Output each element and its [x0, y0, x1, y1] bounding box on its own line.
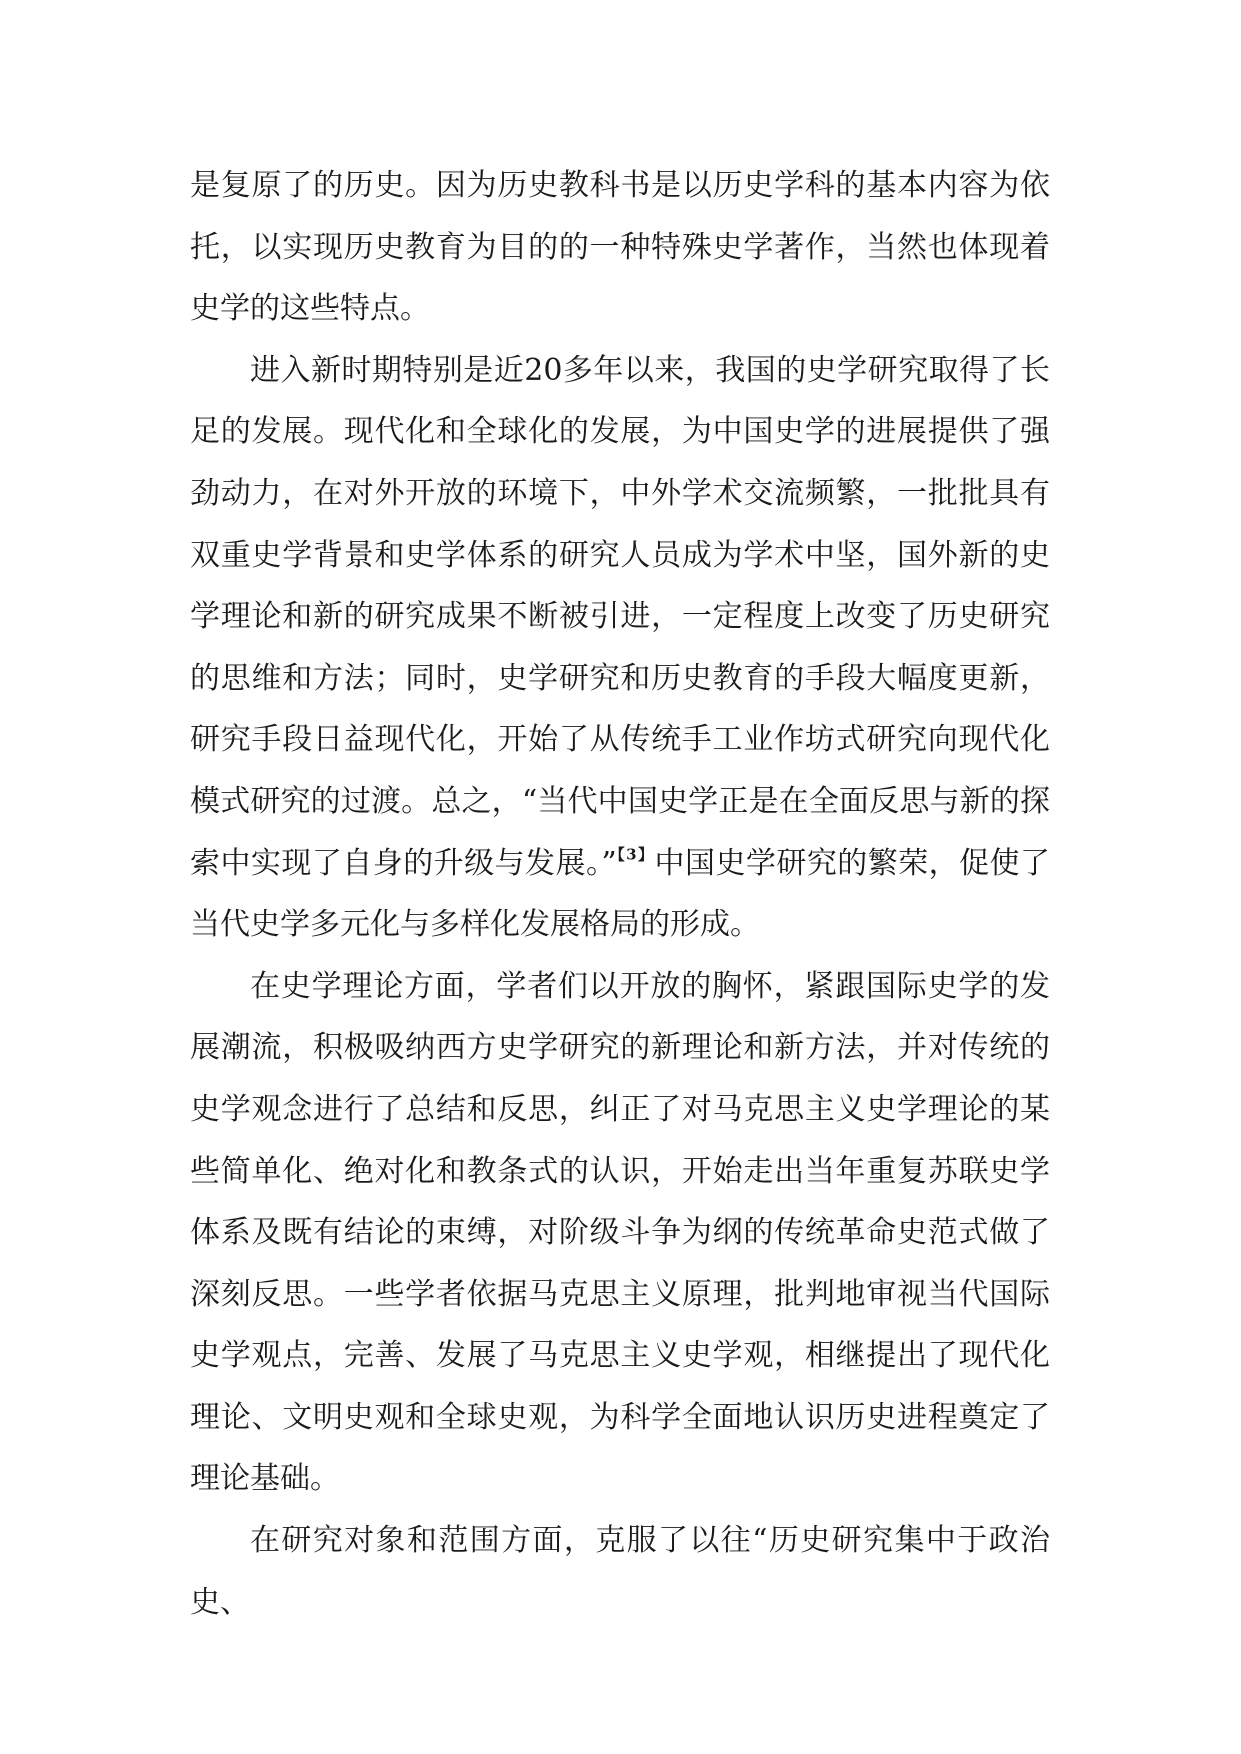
paragraph-text-after-citation: 中国史学研究的繁荣，促使了当代史学多元化与多样化发展格局的形成。: [190, 845, 1051, 943]
paragraph-continuation: 是复原了的历史。因为历史教科书是以历史学科的基本内容为依托，以实现历史教育为目的的一种特殊史学著作，当然也体现着史学的这些特点。: [190, 168, 1050, 327]
paragraph-research-scope: 在研究对象和范围方面，克服了以往“历史研究集中于政治史、: [190, 1523, 1050, 1620]
body-text: [190, 155, 1050, 1633]
paragraph-historical-theory: 在史学理论方面，学者们以开放的胸怀，紧跟国际史学的发展潮流，积极吸纳西方史学研究的新理论和新方法，并对传统的史学观念进行了总结和反思，纠正了对马克思主义史学理论的某些简单化、绝对化和教条式的认识，开始走出当年重复苏联史学体系及既有结论的束缚，对阶级斗争为纲的传统革命史范式做了深刻反思。一些学者依据马克思主义原理，批判地审视当代国际史学观点，完善、发展了马克思主义史学观，相继提出了现代化理论、文明史观和全球史观，为科学全面地认识历史进程奠定了理论基础。: [190, 968, 1050, 1497]
citation-marker: 【3】: [616, 845, 655, 864]
paragraph-text-before-citation: 进入新时期特别是近20多年以来，我国的史学研究取得了长足的发展。现代化和全球化的发展，为中国史学的进展提供了强劲动力，在对外开放的环境下，中外学术交流频繁，一批批具有双重史学背景和史学体系的研究人员成为学术中坚，国外新的史学理论和新的研究成果不断被引进，一定程度上改变了历史研究的思维和方法；同时，史学研究和历史教育的手段大幅度更新，研究手段日益现代化，开始了从传统手工业作坊式研究向现代化模式研究的过渡。总之，“当代中国史学正是在全面反思与新的探索中实现了自身的升级与发展。”: [190, 352, 1050, 881]
paragraph-new-era-historiography: [190, 340, 1050, 956]
